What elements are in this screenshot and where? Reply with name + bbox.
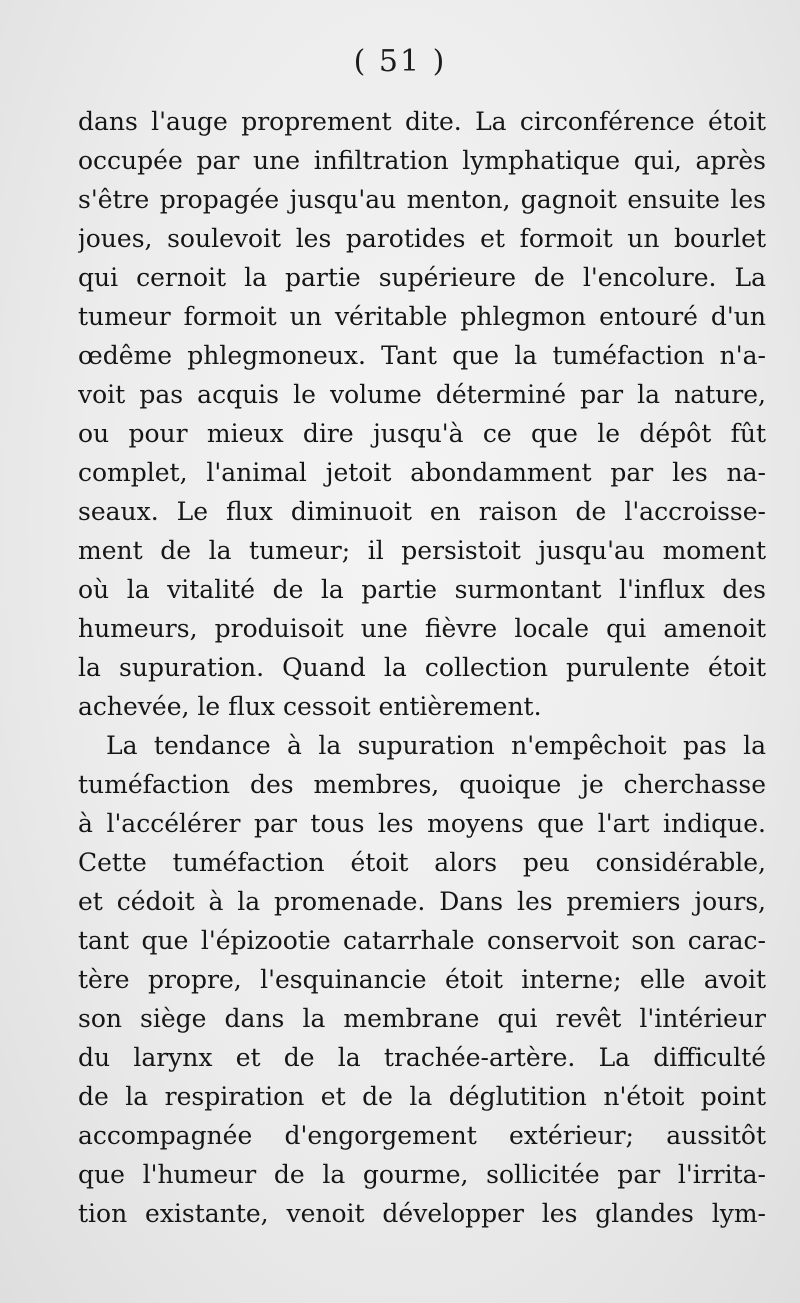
text-line: que l'humeur de la gourme, sollicitée par l'irrita- [78,1160,766,1189]
page-number: ( 51 ) [353,44,447,79]
text-line: accompagnée d'engorgement extérieur; aussitôt [78,1121,766,1150]
text-line: et cédoit à la promenade. Dans les premiers jours, [78,887,766,916]
text-line: son siège dans la membrane qui revêt l'intérieur [78,1004,766,1033]
text-line: œdême phlegmoneux. Tant que la tuméfaction n'a- [78,341,766,370]
text-line: ou pour mieux dire jusqu'à ce que le dépôt fût [78,419,766,448]
text-line: à l'accélérer par tous les moyens que l'art indique. [78,809,766,838]
paragraph-2 [78,726,766,1233]
body-text [78,102,766,1233]
text-line: la supuration. Quand la collection purulente étoit [78,653,766,682]
text-line: qui cernoit la partie supérieure de l'encolure. La [78,263,766,292]
text-line: où la vitalité de la partie surmontant l'influx des [78,575,766,604]
text-line: dans l'auge proprement dite. La circonférence étoit [78,107,766,136]
text-line: s'être propagée jusqu'au menton, gagnoit ensuite les [78,185,766,214]
text-line: La tendance à la supuration n'empêchoit pas la [106,731,766,760]
text-line: humeurs, produisoit une fièvre locale qui amenoit [78,614,766,643]
text-line: tuméfaction des membres, quoique je cherchasse [78,770,766,799]
text-line: achevée, le flux cessoit entièrement. [78,692,542,721]
text-line: joues, soulevoit les parotides et formoit un bourlet [78,224,766,253]
text-line: du larynx et de la trachée-artère. La difficulté [78,1043,766,1072]
text-line: tant que l'épizootie catarrhale conservoit son carac- [78,926,766,955]
paragraph-1 [78,102,766,726]
text-line: tion existante, venoit développer les glandes lym- [78,1199,766,1228]
text-line: Cette tuméfaction étoit alors peu considérable, [78,848,766,877]
text-line: tère propre, l'esquinancie étoit interne; elle avoit [78,965,766,994]
text-line: voit pas acquis le volume déterminé par la nature, [78,380,766,409]
text-line: seaux. Le flux diminuoit en raison de l'accroisse- [78,497,766,526]
text-line: tumeur formoit un véritable phlegmon entouré d'un [78,302,766,331]
text-line: de la respiration et de la déglutition n'étoit point [78,1082,766,1111]
text-line: ment de la tumeur; il persistoit jusqu'au moment [78,536,766,565]
text-line: occupée par une infiltration lymphatique qui, après [78,146,766,175]
text-line: complet, l'animal jetoit abondamment par les na- [78,458,766,487]
